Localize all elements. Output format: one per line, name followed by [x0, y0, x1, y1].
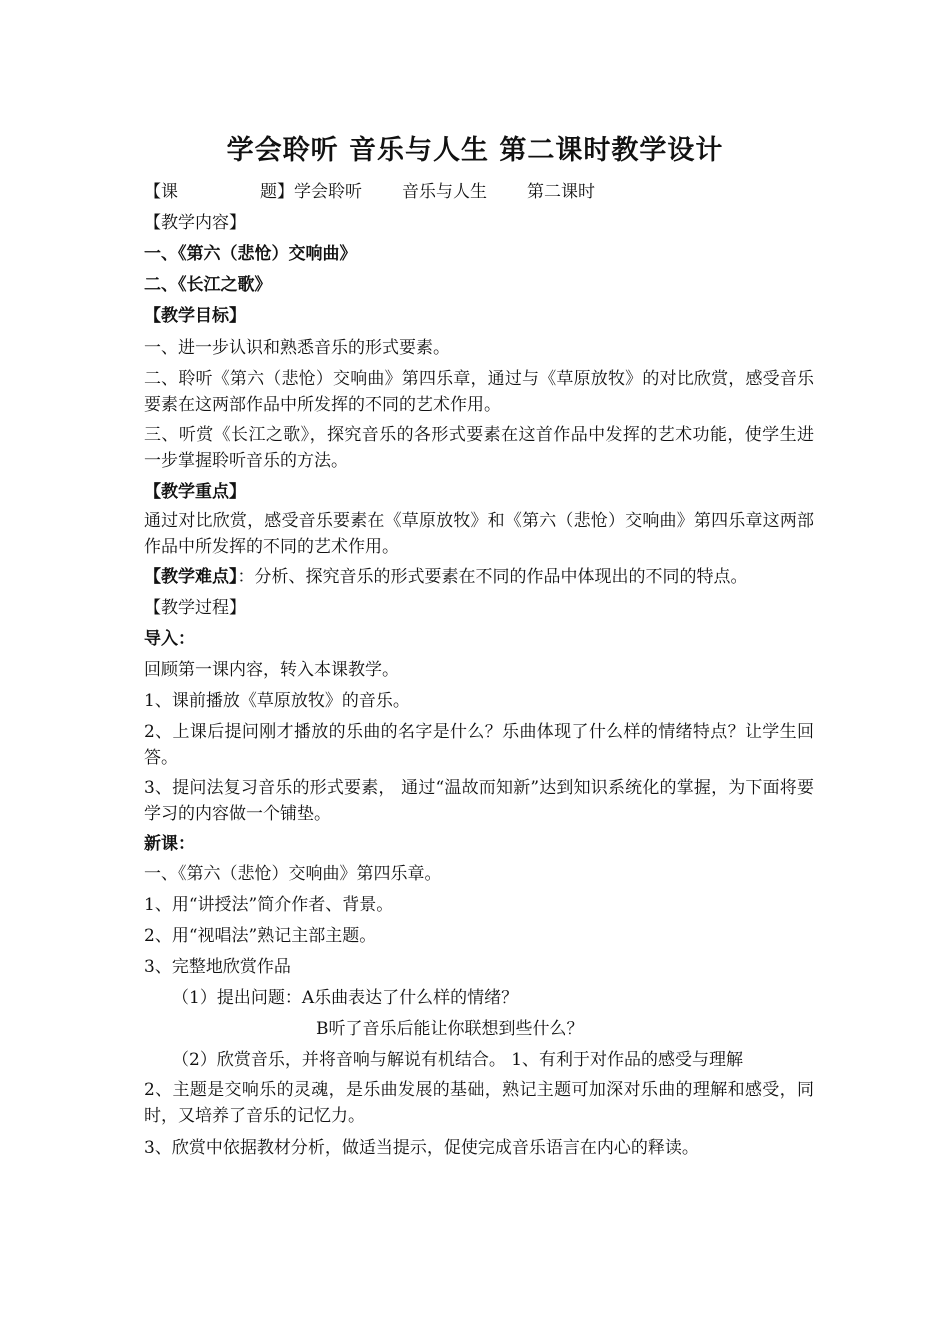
new-lesson-item: （2）欣赏音乐，并将音响与解说有机结合。 1、有利于对作品的感受与理解	[172, 1050, 744, 1070]
new-lesson-item: （1）提出问题：A乐曲表达了什么样的情绪？	[172, 988, 519, 1008]
difficulty-heading: 【教学难点】	[144, 567, 238, 587]
new-lesson-item: 1、用“讲授法”简介作者、背景。	[144, 895, 394, 915]
content-item: 二、《长江之歌》	[144, 275, 272, 295]
document-title: 学会聆听 音乐与人生 第二课时教学设计	[226, 135, 724, 166]
keypoint-text: 通过对比欣赏，感受音乐要素在《草原放牧》和《第六（悲怆）交响曲》第四乐章这两部作品中所发挥的不同的艺术作用。	[144, 511, 814, 557]
subject-line	[144, 181, 814, 203]
difficulty-line	[144, 566, 814, 588]
process-heading: 【教学过程】	[144, 598, 246, 618]
keypoint-heading: 【教学重点】	[144, 482, 246, 502]
new-lesson-item: 一、《第六（悲怆）交响曲》第四乐章。	[144, 864, 442, 884]
content-heading: 【教学内容】	[144, 213, 246, 233]
subject-label-close: 题】	[260, 182, 294, 202]
intro-heading: 导入：	[144, 629, 195, 649]
goal-item: 二、聆听《第六（悲怆）交响曲》第四乐章，通过与《草原放牧》的对比欣赏，感受音乐要素在这两部作品中所发挥的不同的艺术作用。	[144, 369, 814, 415]
intro-item: 2、上课后提问刚才播放的乐曲的名字是什么？乐曲体现了什么样的情绪特点？让学生回答。	[144, 722, 814, 768]
new-lesson-item: B听了音乐后能让你联想到些什么？	[316, 1019, 584, 1039]
new-lesson-item: 2、主题是交响乐的灵魂，是乐曲发展的基础，熟记主题可加深对乐曲的理解和感受，同时，又培养了音乐的记忆力。	[144, 1080, 814, 1126]
difficulty-text: ：分析、探究音乐的形式要素在不同的作品中体现出的不同的特点。	[237, 567, 748, 587]
subject-name-2: 音乐与人生	[402, 182, 487, 202]
new-lesson-item: 2、用“视唱法”熟记主部主题。	[144, 926, 377, 946]
new-lesson-item: 3、欣赏中依据教材分析，做适当提示，促使完成音乐语言在内心的释读。	[144, 1138, 699, 1158]
intro-item: 3、提问法复习音乐的形式要素， 通过“温故而知新”达到知识系统化的掌握，为下面将要学习的内容做一个铺垫。	[144, 778, 814, 824]
goal-item: 一、进一步认识和熟悉音乐的形式要素。	[144, 338, 450, 358]
goal-item: 三、听赏《长江之歌》，探究音乐的各形式要素在这首作品中发挥的艺术功能，使学生进一步掌握聆听音乐的方法。	[144, 425, 814, 471]
new-lesson-heading: 新课：	[144, 834, 195, 854]
subject-name-3: 第二课时	[527, 182, 595, 202]
intro-item: 1、课前播放《草原放牧》的音乐。	[144, 691, 410, 711]
content-item: 一、《第六（悲怆）交响曲》	[144, 244, 357, 264]
subject-name-1: 学会聆听	[294, 182, 362, 202]
goals-heading: 【教学目标】	[144, 306, 246, 326]
new-lesson-item: 3、完整地欣赏作品	[144, 957, 291, 977]
subject-label-open: 【课	[144, 182, 178, 202]
intro-item: 回顾第一课内容，转入本课教学。	[144, 660, 399, 680]
